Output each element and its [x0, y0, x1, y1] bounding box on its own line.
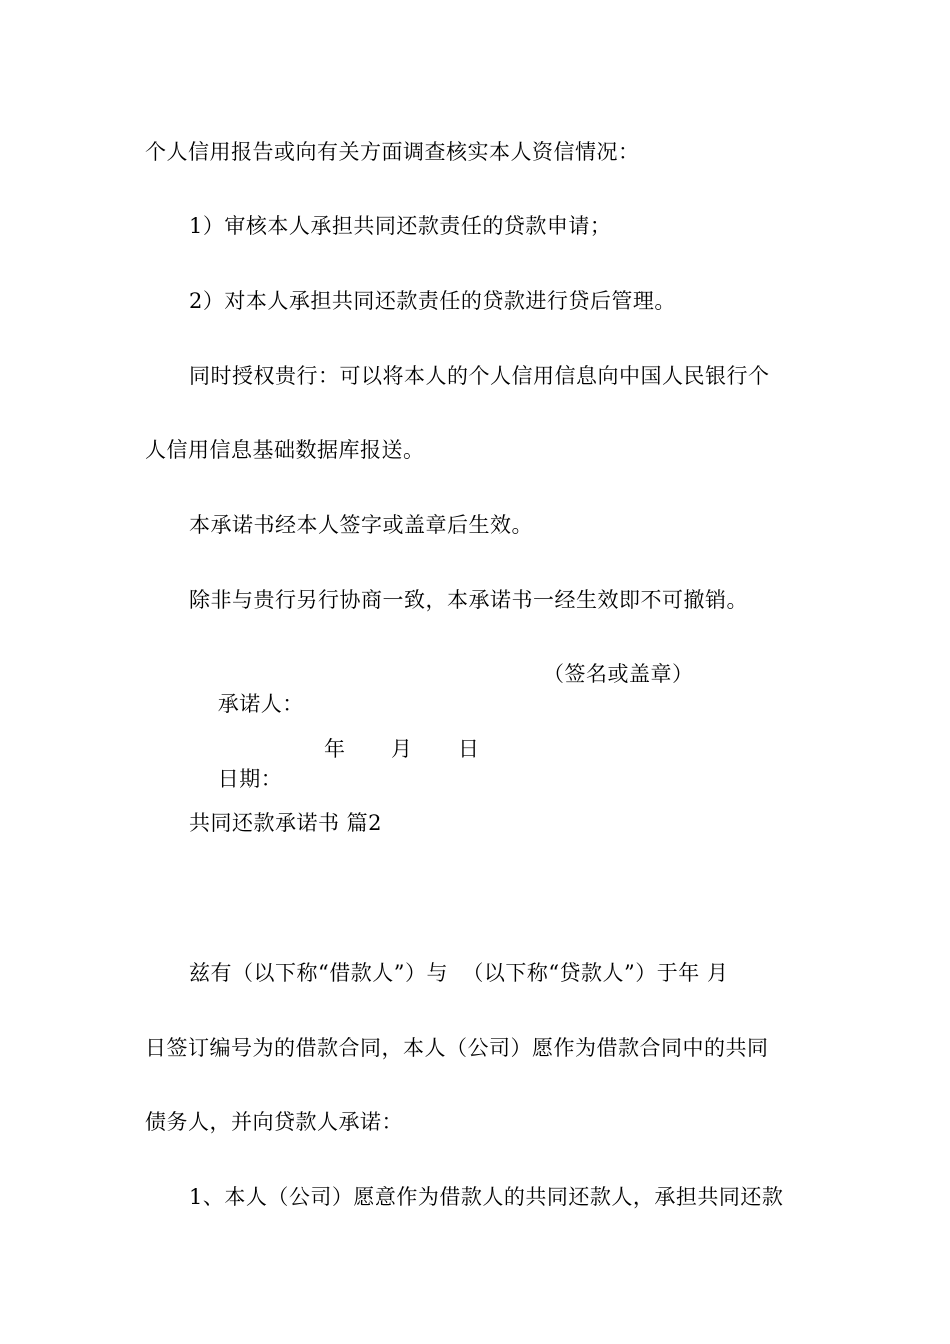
signature-note: （签名或盖章）	[543, 662, 694, 686]
date-day: 日	[458, 737, 480, 761]
paragraph-line: 个人信用报告或向有关方面调查核实本人资信情况：	[145, 140, 640, 164]
paragraph-line: 人信用信息基础数据库报送。	[145, 438, 425, 462]
paragraph-line: 除非与贵行另行协商一致，本承诺书一经生效即不可撤销。	[189, 588, 748, 612]
paragraph-line: 兹有（以下称“借款人”）与 （以下称“贷款人”）于年 月	[189, 961, 729, 985]
section-title: 共同还款承诺书 篇2	[189, 811, 383, 835]
list-item-1: 1、本人（公司）愿意作为借款人的共同还款人，承担共同还款	[189, 1185, 784, 1209]
date-month: 月	[391, 737, 413, 761]
paragraph-line: 日签订编号为的借款合同，本人（公司）愿作为借款合同中的共同	[145, 1036, 769, 1060]
paragraph-line: 同时授权贵行：可以将本人的个人信用信息向中国人民银行个	[189, 364, 770, 388]
list-item-2: 2）对本人承担共同还款责任的贷款进行贷后管理。	[189, 289, 676, 313]
paragraph-line: 本承诺书经本人签字或盖章后生效。	[189, 513, 533, 537]
paragraph-line: 债务人，并向贷款人承诺：	[145, 1110, 403, 1134]
date-year: 年	[324, 737, 346, 761]
list-item-1: 1）审核本人承担共同还款责任的贷款申请；	[189, 214, 612, 238]
signature-label: 承诺人：	[217, 692, 304, 716]
date-label: 日期：	[217, 767, 283, 791]
